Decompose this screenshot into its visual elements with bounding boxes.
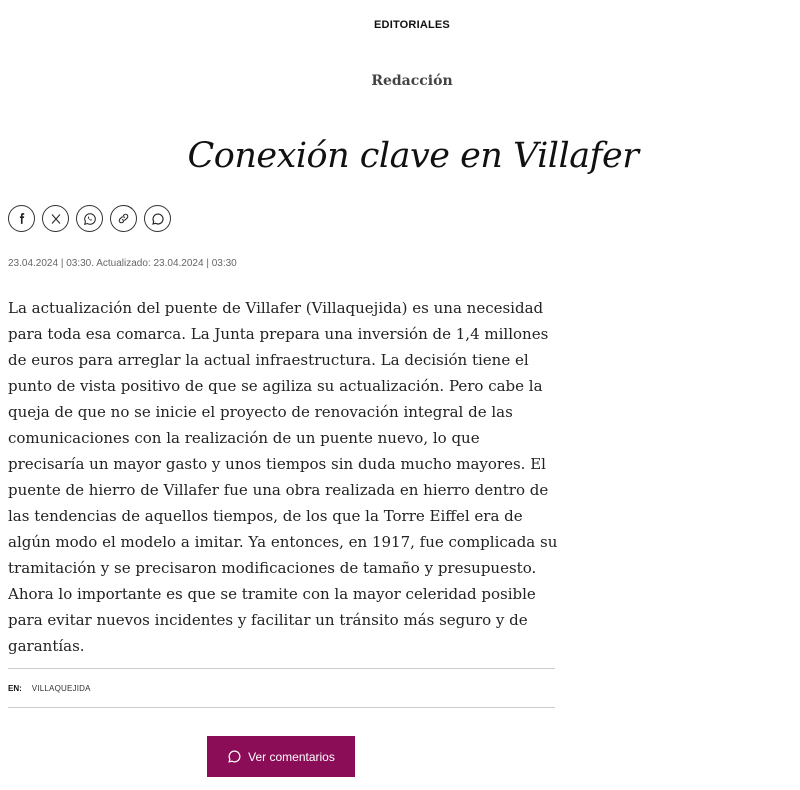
x-icon <box>50 213 62 225</box>
share-bar <box>8 205 171 232</box>
facebook-icon <box>15 212 28 225</box>
section-label[interactable]: EDITORIALES <box>374 19 450 31</box>
share-comment-button[interactable] <box>144 205 171 232</box>
copy-link-button[interactable] <box>110 205 137 232</box>
whatsapp-icon <box>83 212 97 226</box>
share-x-button[interactable] <box>42 205 69 232</box>
article-body: La actualización del puente de Villafer (Villaquejida) es una necesidad para toda esa comarca. La Junta prepara una inversión de 1,4 millones de euros para arreglar la actual infraestructura. La decisión tiene el punto de vista positivo de que se agiliza su actualización. Pero cabe la queja de que no se inicie el proyecto de renovación integral de las comunicaciones con la realización de un puente nuevo, lo que precisaría un mayor gasto y unos tiempos sin duda mucho mayores. El puente de hierro de Villafer fue una obra realizada en hierro dentro de las tendencias de aquellos tiempos, de los que la Torre Eiffel era de algún modo el modelo a imitar. Ya entonces, en 1917, fue complicada su tramitación y se precisaron modificaciones de tamaño y presupuesto. Ahora lo importante es que se tramite con la mayor celeridad posible para evitar nuevos incidentes y facilitar un tránsito más seguro y de garantías. <box>8 299 558 655</box>
comment-icon <box>227 749 242 764</box>
author-name[interactable]: Redacción <box>371 73 453 89</box>
tags-bar <box>8 668 555 708</box>
link-icon <box>117 212 130 225</box>
publication-dates: 23.04.2024 | 03:30. Actualizado: 23.04.2024 | 03:30 <box>8 258 237 269</box>
view-comments-label: Ver comentarios <box>248 749 335 764</box>
view-comments-button[interactable] <box>207 736 355 777</box>
tag-link[interactable]: VILLAQUEJIDA <box>31 683 91 693</box>
comment-icon <box>151 212 165 226</box>
article-headline: Conexión clave en Villafer <box>187 136 639 176</box>
share-facebook-button[interactable] <box>8 205 35 232</box>
share-whatsapp-button[interactable] <box>76 205 103 232</box>
tags-label: EN: <box>8 683 22 693</box>
